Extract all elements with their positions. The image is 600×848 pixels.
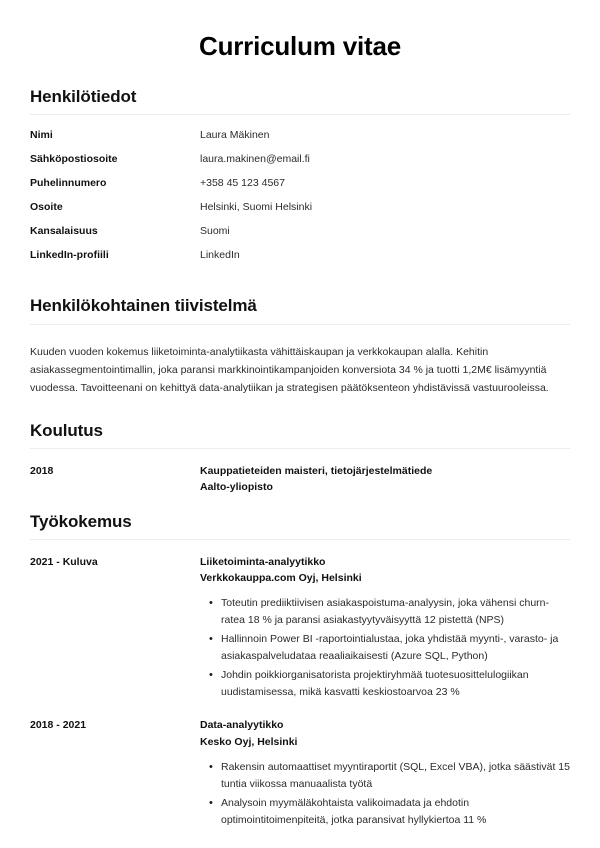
entry-date: 2018 - 2021 [30, 719, 87, 732]
bullet-dot-icon: • [209, 760, 213, 773]
detail-row [30, 201, 570, 225]
list-item-text: Analysoin myymäläkohtaista valikoimadata ja ehdotin optimointitoimenpiteitä, jotka paransivat hyllykiertoa 11 % [221, 796, 487, 826]
summary-text: Kuuden vuoden kokemus liiketoiminta-analytiikasta vähittäiskaupan ja verkkokaupan alalla. Kehitin asiakassegmentointimallin, joka paransi markkinointikampanjoiden konversiota 34 % ja tuotti 1,2M€ lisämyyntiä vuodessa. Tavoitteenani on kehittyä data-analytiikan ja strategisen päätöksenteon yhdistävissä vastuurooleissa. [30, 345, 549, 395]
spacer [30, 496, 570, 511]
detail-value: Helsinki, Suomi Helsinki [200, 201, 313, 214]
detail-label: Nimi [30, 129, 53, 142]
entry-organization: Aalto-yliopisto [200, 481, 273, 494]
detail-value: Suomi [200, 225, 230, 238]
entry-bullet-list [200, 759, 570, 829]
list-item [209, 631, 570, 665]
detail-row [30, 153, 570, 177]
list-item-text: Hallinnoin Power BI -raportointialustaa, joka yhdistää myynti-, varasto- ja asiakaspalveludataa reaaliaikaisesti (Azure SQL, Python) [221, 633, 559, 663]
section-heading-experience: Työkokemus [30, 511, 132, 531]
summary-block [30, 343, 570, 398]
detail-value: Laura Mäkinen [200, 129, 270, 142]
entry-body [200, 463, 570, 496]
bullet-dot-icon: • [209, 633, 213, 646]
experience-entry [30, 554, 570, 704]
bullet-dot-icon: • [209, 597, 213, 610]
list-item [209, 667, 570, 701]
page-title: Curriculum vitae [199, 31, 401, 61]
section-divider [30, 448, 570, 449]
detail-row [30, 225, 570, 249]
detail-value: laura.makinen@email.fi [200, 153, 310, 166]
detail-value: +358 45 123 4567 [200, 177, 285, 190]
bullet-dot-icon: • [209, 669, 213, 682]
entry-title: Liiketoiminta-analyytikko [200, 555, 326, 568]
detail-label: Kansalaisuus [30, 225, 98, 238]
list-item-text: Rakensin automaattiset myyntiraportit (SQL, Excel VBA), jotka säästivät 15 tuntia viikossa manuaalista työtä [221, 760, 570, 790]
section-divider [30, 324, 570, 325]
list-item-text: Toteutin prediiktiivisen asiakaspoistuma-analyysin, joka vähensi churn-ratea 18 % ja paransi asiakastyytyväisyyttä 12 pistettä (NPS) [221, 597, 549, 627]
detail-label: Osoite [30, 201, 63, 214]
entry-title: Data-analyytikko [200, 719, 284, 732]
education-entry [30, 463, 570, 496]
entry-organization: Kesko Oyj, Helsinki [200, 735, 298, 748]
entry-body [200, 717, 570, 831]
section-heading-summary: Henkilökohtainen tiivistelmä [30, 296, 257, 316]
list-item [209, 795, 570, 829]
detail-row [30, 129, 570, 153]
list-item-text: Johdin poikkiorganisatorista projektiryhmää tuotesuosittelulogiikan uudistamisessa, mikä kasvatti keskiostoarvoa 23 % [221, 669, 529, 699]
section-divider [30, 539, 570, 540]
entry-title: Kauppatieteiden maisteri, tietojärjestelmätiede [200, 465, 433, 478]
section-heading-personal: Henkilötiedot [30, 87, 137, 107]
entry-bullet-list [200, 595, 570, 701]
list-item [209, 759, 570, 793]
entry-organization: Verkkokauppa.com Oyj, Helsinki [200, 572, 362, 585]
spacer [30, 62, 570, 86]
experience-entry [30, 717, 570, 831]
section-education [30, 420, 570, 496]
section-heading-education: Koulutus [30, 420, 103, 440]
section-summary [30, 295, 570, 397]
section-experience [30, 511, 570, 831]
spacer [30, 398, 570, 420]
section-personal-details [30, 86, 570, 273]
spacer [30, 273, 570, 295]
detail-value-linkedin[interactable]: LinkedIn [200, 249, 240, 262]
detail-label: Sähköpostiosoite [30, 153, 118, 166]
detail-label: LinkedIn-profiili [30, 249, 109, 262]
personal-details-table [30, 129, 570, 273]
detail-row [30, 249, 570, 273]
detail-row [30, 177, 570, 201]
entry-date: 2021 - Kuluva [30, 555, 98, 568]
bullet-dot-icon: • [209, 796, 213, 809]
section-divider [30, 114, 570, 115]
entry-body [200, 554, 570, 704]
list-item [209, 595, 570, 629]
entry-date: 2018 [30, 465, 54, 478]
detail-label: Puhelinnumero [30, 177, 107, 190]
